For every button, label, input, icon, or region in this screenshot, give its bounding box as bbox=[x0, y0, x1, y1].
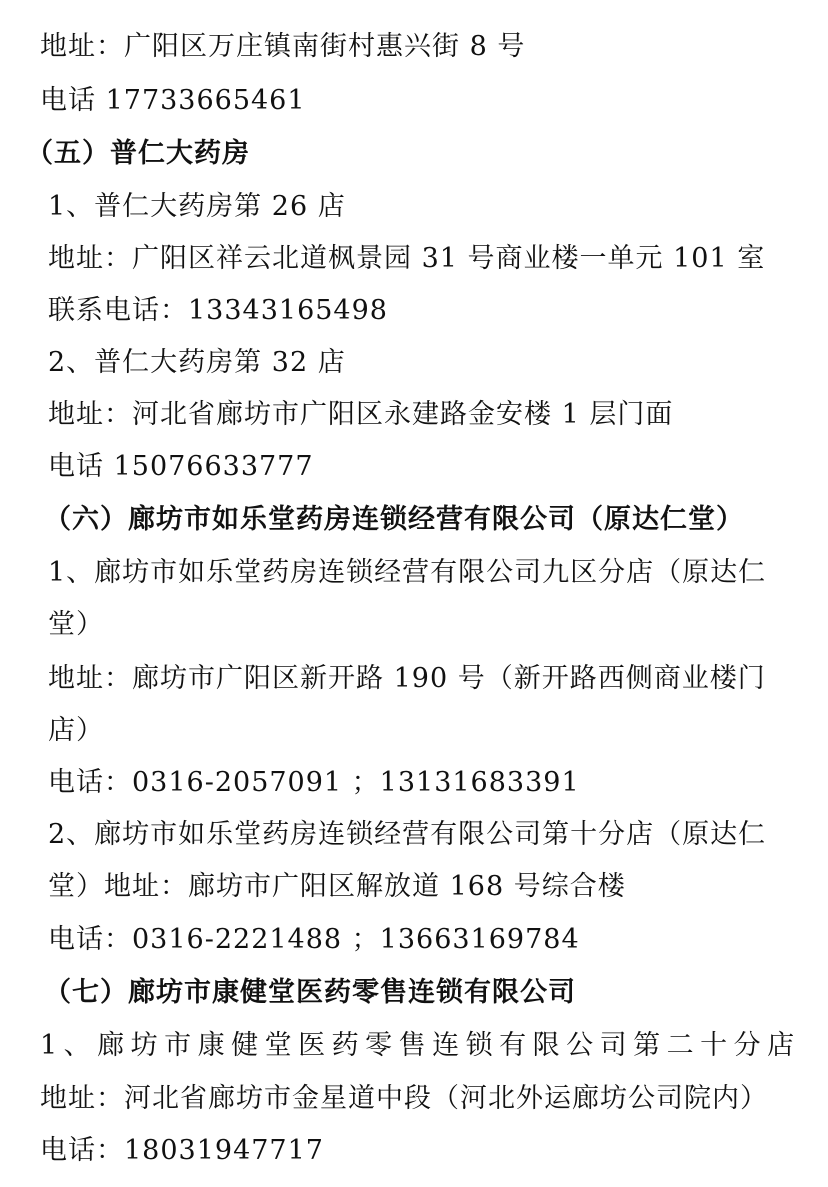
address-line: 地址：廊坊市广阳区新开路 190 号（新开路西侧商业楼门 bbox=[48, 663, 766, 694]
section-heading-5: （五）普仁大药房 bbox=[26, 138, 250, 169]
store-name-line: 1、普仁大药房第 26 店 bbox=[48, 191, 346, 222]
phone-line: 电话：0316-2057091 ；13131683391 bbox=[48, 767, 580, 798]
address-line: 地址：河北省廊坊市金星道中段（河北外运廊坊公司院内） bbox=[40, 1083, 768, 1114]
address-line: 地址：广阳区祥云北道枫景园 31 号商业楼一单元 101 室 bbox=[48, 243, 766, 274]
phone-line: 电话 17733665461 bbox=[40, 85, 306, 116]
store-name-line: 1、廊坊市如乐堂药房连锁经营有限公司九区分店（原达仁 bbox=[48, 557, 767, 588]
section-heading-7: （七）廊坊市康健堂医药零售连锁有限公司 bbox=[44, 977, 576, 1008]
phone-line: 电话 15076633777 bbox=[48, 451, 314, 482]
store-name-line: 2、廊坊市如乐堂药房连锁经营有限公司第十分店（原达仁 bbox=[48, 819, 767, 850]
phone-line: 联系电话：13343165498 bbox=[48, 295, 388, 326]
store-address-line: 堂）地址：廊坊市广阳区解放道 168 号综合楼 bbox=[48, 871, 626, 902]
store-name-line: 2、普仁大药房第 32 店 bbox=[48, 347, 346, 378]
address-line: 地址：广阳区万庄镇南街村惠兴街 8 号 bbox=[40, 31, 526, 62]
phone-line: 电话：18031947717 bbox=[40, 1135, 324, 1166]
store-name-continuation: 堂） bbox=[48, 609, 104, 640]
phone-line: 电话：0316-2221488 ；13663169784 bbox=[48, 924, 580, 955]
section-heading-6: （六）廊坊市如乐堂药房连锁经营有限公司（原达仁堂） bbox=[44, 504, 744, 535]
address-continuation: 店） bbox=[48, 715, 104, 746]
store-name-line: 1、廊坊市康健堂医药零售连锁有限公司第二十分店 bbox=[40, 1030, 801, 1061]
address-line: 地址：河北省廊坊市广阳区永建路金安楼 1 层门面 bbox=[48, 399, 674, 430]
